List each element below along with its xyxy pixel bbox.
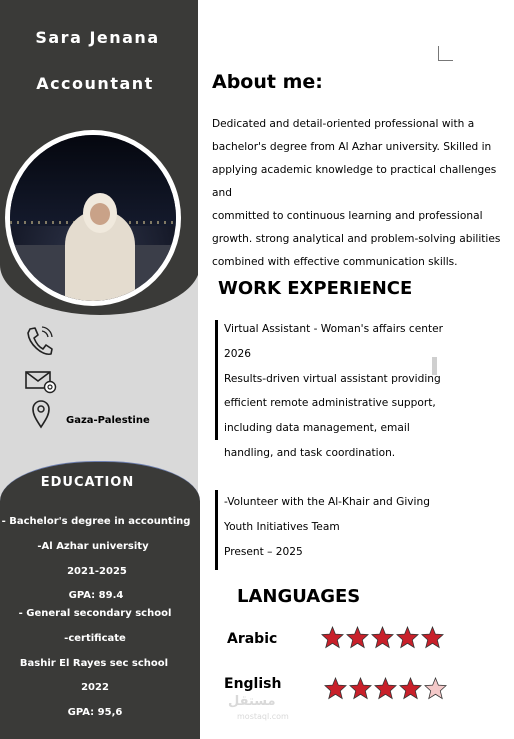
page-corner-mark [438, 46, 453, 61]
education-line: - General secondary school [18, 608, 172, 619]
profile-photo [10, 135, 176, 301]
about-line: Dedicated and detail-oriented professional with a [212, 118, 475, 130]
work-experience-heading: WORK EXPERIENCE [218, 278, 413, 299]
person-name: Sara Jenana [35, 28, 160, 47]
star-filled-icon [374, 677, 397, 700]
job-divider [215, 490, 218, 570]
education-line: -certificate [64, 633, 126, 644]
star-filled-icon [371, 626, 394, 649]
job-line: Results-driven virtual assistant providing [224, 373, 441, 385]
education-line: -Al Azhar university [37, 541, 149, 552]
education-line: Bashir El Rayes sec school [19, 658, 169, 669]
job-line: Present – 2025 [224, 546, 303, 558]
about-line: bachelor's degree from Al Azhar university. Skilled in [212, 141, 492, 153]
job-line: Virtual Assistant - Woman's affairs center [224, 323, 444, 335]
language-rating [324, 677, 447, 700]
star-empty-icon [424, 677, 447, 700]
education-line: GPA: 89.4 [68, 590, 124, 601]
job-line: handling, and task coordination. [224, 447, 396, 459]
email-icon [24, 370, 58, 394]
about-text [212, 113, 512, 274]
about-line: combined with effective communication skills. [212, 256, 458, 268]
language-name: Arabic [227, 631, 278, 647]
languages-heading: LANGUAGES [237, 586, 361, 607]
education-line: 2022 [81, 682, 109, 693]
location-text: Gaza-Palestine [66, 415, 150, 426]
job-title: Accountant [36, 74, 154, 93]
job-line: 2026 [224, 348, 251, 360]
star-filled-icon [421, 626, 444, 649]
job-divider [215, 320, 218, 440]
language-rating [321, 626, 444, 649]
education-line: 2021-2025 [67, 566, 127, 577]
watermark-domain: mostaql.com [237, 712, 289, 721]
about-line: applying academic knowledge to practical challenges and [212, 164, 497, 199]
star-filled-icon [396, 626, 419, 649]
phone-icon [24, 325, 54, 357]
about-line: committed to continuous learning and professional [212, 210, 483, 222]
job-line: Youth Initiatives Team [224, 521, 340, 533]
watermark-logo: مستقل [228, 694, 276, 709]
job-line: including data management, email [224, 422, 410, 434]
star-filled-icon [321, 626, 344, 649]
education-heading: EDUCATION [40, 475, 135, 490]
education-line: GPA: 95,6 [67, 707, 123, 718]
star-filled-icon [349, 677, 372, 700]
star-filled-icon [324, 677, 347, 700]
education-line: - Bachelor's degree in accounting [1, 516, 191, 527]
star-filled-icon [399, 677, 422, 700]
language-name: English [224, 676, 282, 692]
job-line: efficient remote administrative support, [224, 397, 436, 409]
location-pin-icon [31, 399, 51, 429]
star-filled-icon [346, 626, 369, 649]
about-heading: About me: [212, 71, 323, 93]
job-line: -Volunteer with the Al-Khair and Giving [224, 496, 430, 508]
about-line: growth. strong analytical and problem-solving abilities [212, 233, 501, 245]
